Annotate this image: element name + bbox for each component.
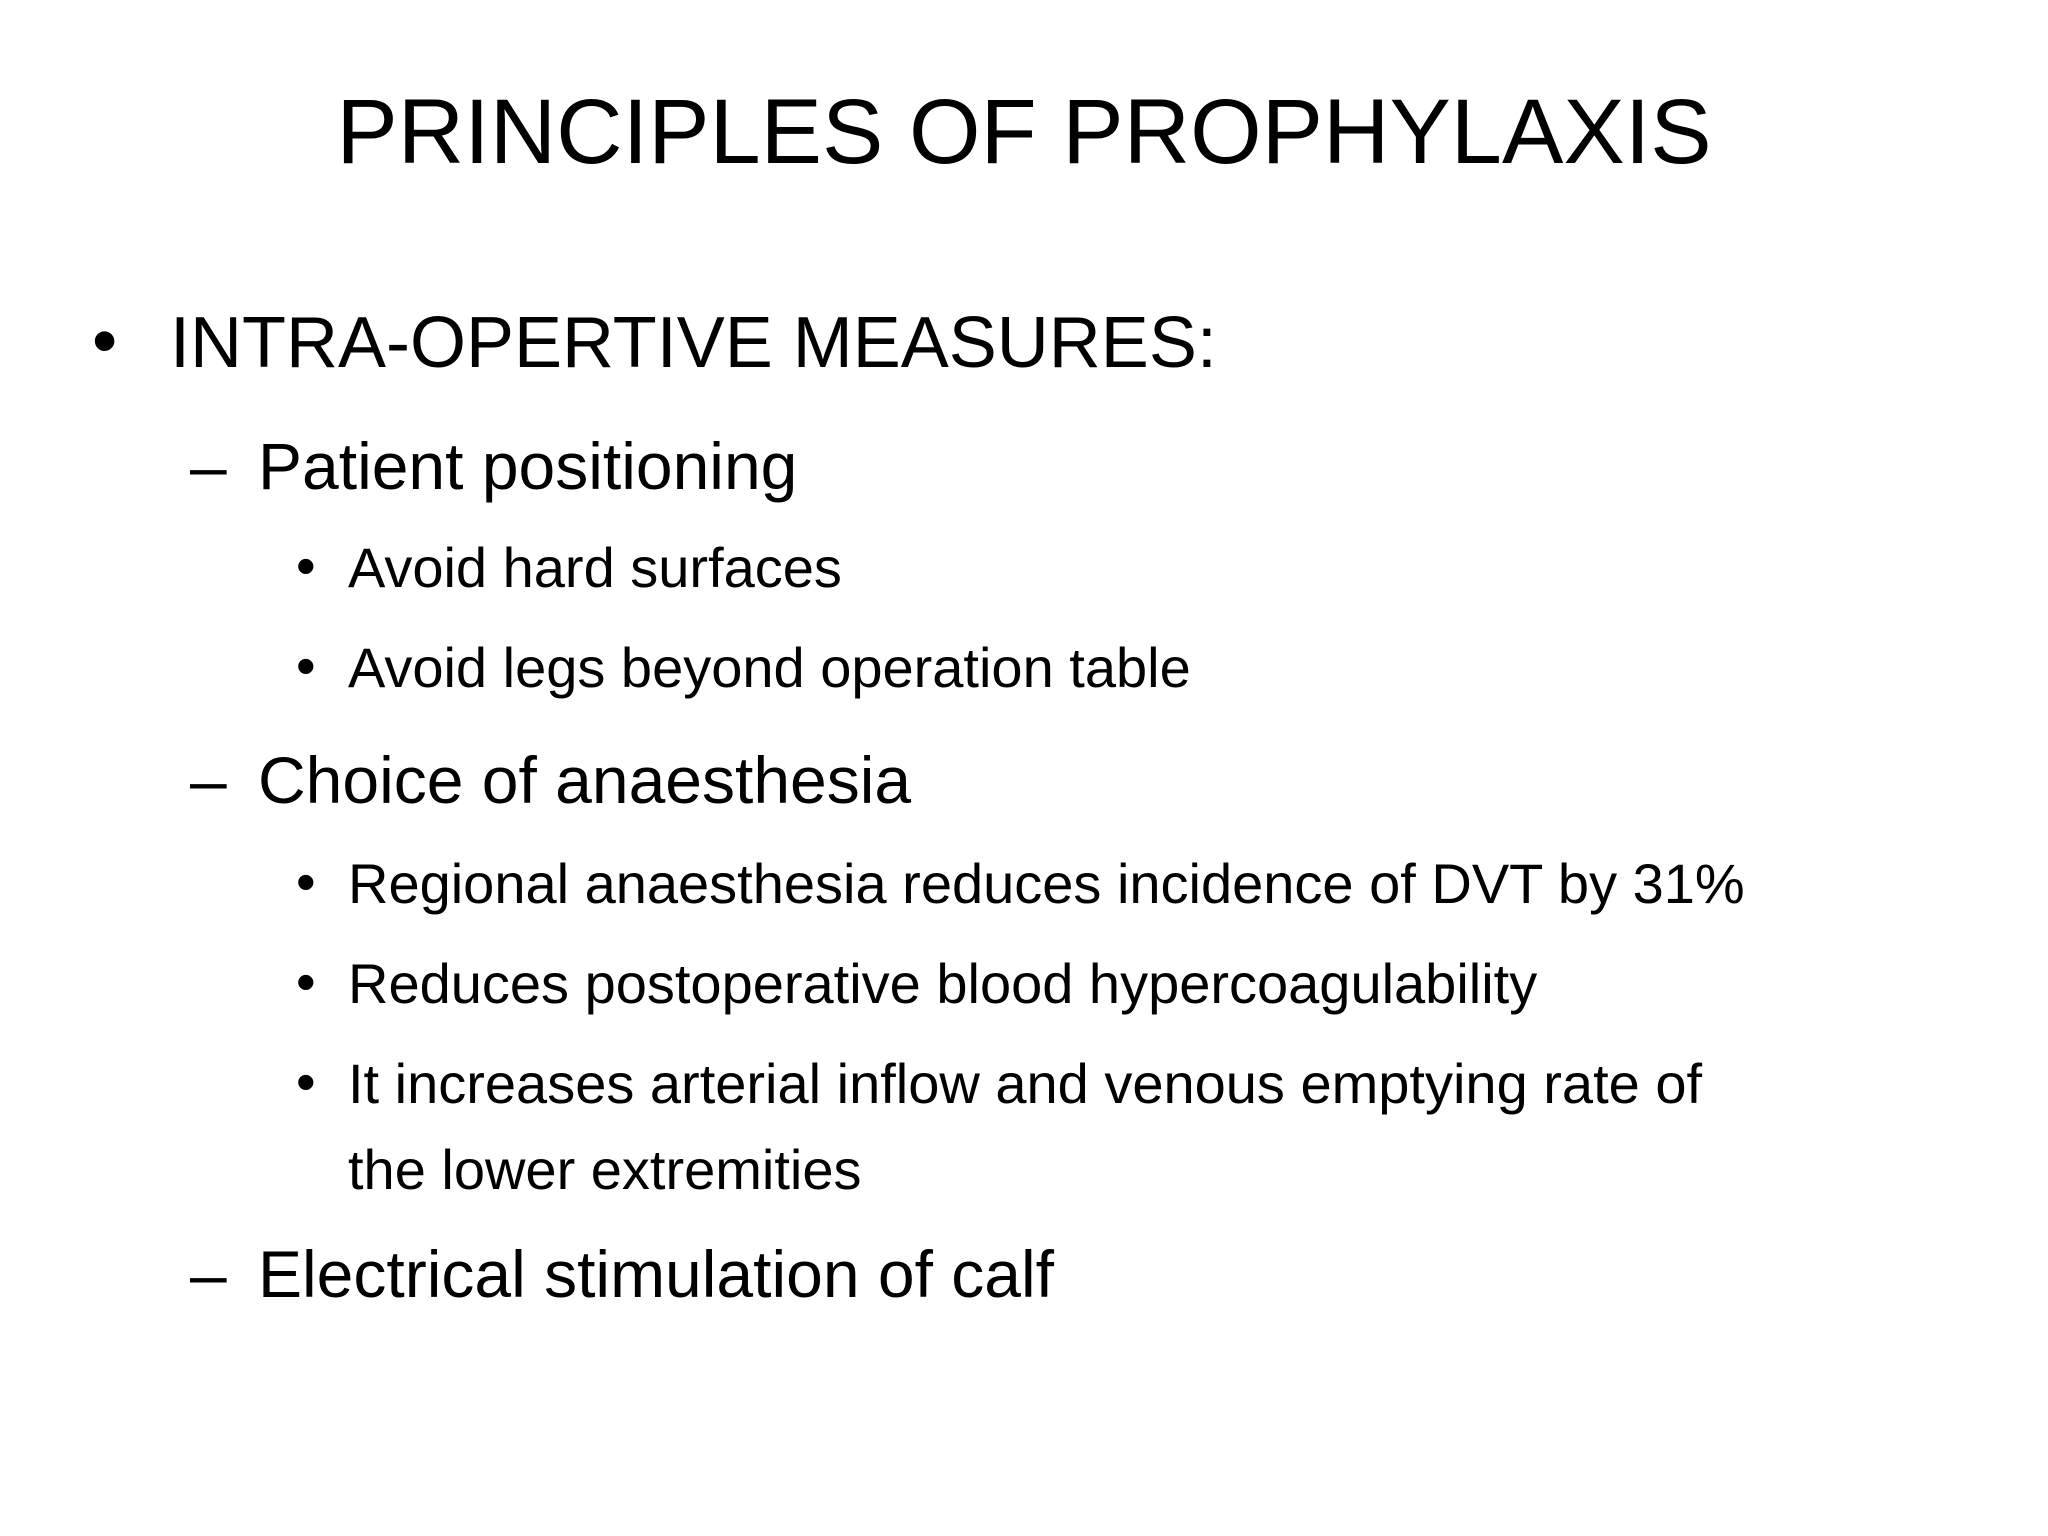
dash-icon: –: [190, 429, 227, 503]
bullet-dot-icon: •: [296, 1050, 316, 1113]
bullet-dot-icon: •: [296, 534, 316, 597]
item-label: Electrical stimulation of calf: [258, 1237, 1054, 1311]
subitem-text: Reduces postoperative blood hypercoagulability: [348, 952, 1538, 1015]
bullet-dot-icon: •: [92, 301, 118, 381]
subitem-text: Avoid hard surfaces: [348, 536, 842, 599]
slide-title: PRINCIPLES OF PROPHYLAXIS: [336, 81, 1712, 183]
section-heading: INTRA-OPERTIVE MEASURES:: [170, 303, 1217, 383]
subitem-text: Avoid legs beyond operation table: [348, 636, 1191, 699]
subitem-text: Regional anaesthesia reduces incidence of DVT by 31%: [348, 852, 1745, 915]
bullet-dot-icon: •: [296, 850, 316, 913]
item-label: Choice of anaesthesia: [258, 743, 912, 817]
bullet-level3-continuation: [348, 1134, 862, 1206]
bullet-dot-icon: •: [296, 634, 316, 697]
bullet-dot-icon: •: [296, 950, 316, 1013]
dash-icon: –: [190, 743, 227, 817]
subitem-text-continuation: the lower extremities: [348, 1138, 862, 1201]
dash-icon: –: [190, 1237, 227, 1311]
subitem-text: It increases arterial inflow and venous emptying rate of: [348, 1052, 1703, 1115]
item-label: Patient positioning: [258, 429, 798, 503]
